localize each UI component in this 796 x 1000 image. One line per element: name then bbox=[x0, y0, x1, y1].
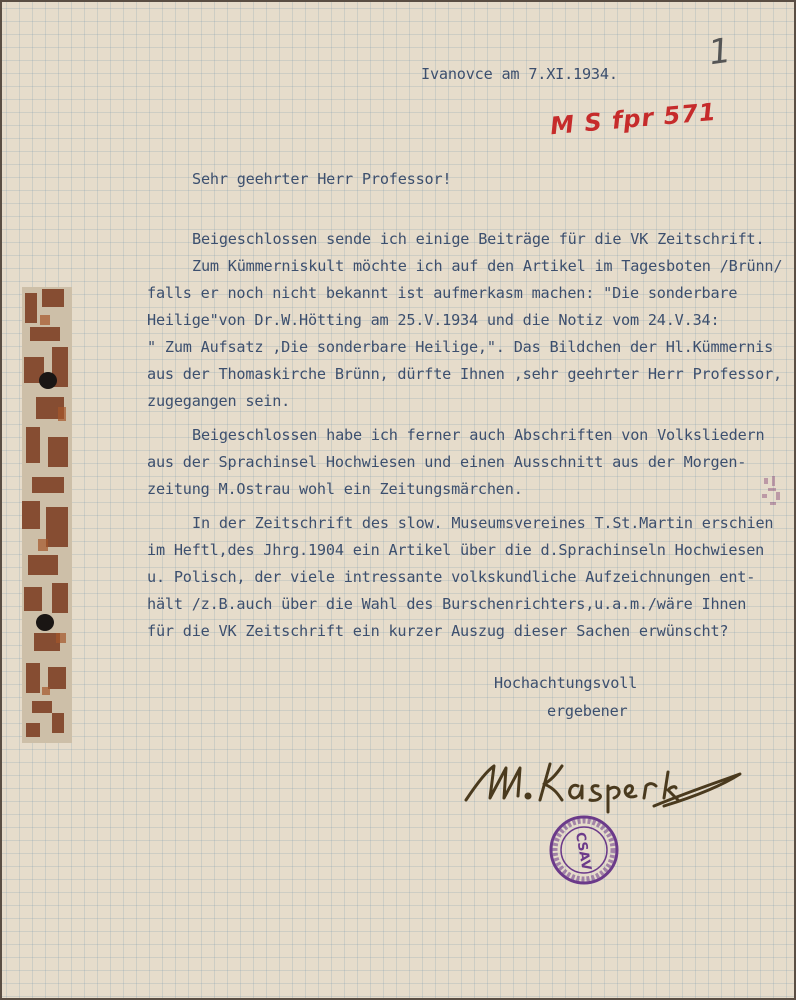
body-line: Zum Kümmerniskult möchte ich auf den Artikel im Tagesboten /Brünn/ bbox=[192, 257, 783, 275]
rusted-binding-strip bbox=[22, 287, 72, 743]
body-line: aus der Thomaskirche Brünn, dürfte Ihnen ,sehr geehrter Herr Professor, bbox=[147, 365, 782, 383]
body-line: Heilige"von Dr.W.Hötting am 25.V.1934 und die Notiz vom 24.V.34: bbox=[147, 311, 720, 329]
closing: Hochachtungsvoll bbox=[494, 674, 638, 692]
salutation: Sehr geehrter Herr Professor! bbox=[192, 170, 452, 188]
body-line: falls er noch nicht bekannt ist aufmerkasm machen: "Die sonderbare bbox=[147, 284, 738, 302]
archive-number: 1 bbox=[706, 30, 734, 74]
body-line: hält /z.B.auch über die Wahl des Burschenrichters,u.a.m./wäre Ihnen bbox=[147, 595, 747, 613]
body-line: Beigeschlossen sende ich einige Beiträge für die VK Zeitschrift. bbox=[192, 230, 765, 248]
body-line: " Zum Aufsatz ,Die sonderbare Heilige,". Das Bildchen der Hl.Kümmernis bbox=[147, 338, 774, 356]
punch-hole bbox=[39, 372, 57, 389]
archive-stamp bbox=[548, 814, 620, 886]
stamp-text: CSAV bbox=[571, 831, 594, 872]
body-line: zeitung M.Ostrau wohl ein Zeitungsmärchen. bbox=[147, 480, 523, 498]
body-line: im Heftl,des Jhrg.1904 ein Artikel über die d.Sprachinseln Hochwiesen bbox=[147, 541, 765, 559]
body-line: In der Zeitschrift des slow. Museumsvereines T.St.Martin erschien bbox=[192, 514, 774, 532]
body-line: für die VK Zeitschrift ein kurzer Auszug dieser Sachen erwünscht? bbox=[147, 622, 729, 640]
body-line: aus der Sprachinsel Hochwiesen und einen Ausschnitt aus der Morgen- bbox=[147, 453, 747, 471]
ink-smudge bbox=[758, 472, 788, 512]
body-line: u. Polisch, der viele intressante volkskundliche Aufzeichnungen ent- bbox=[147, 568, 756, 586]
punch-hole bbox=[36, 614, 54, 631]
shelfmark-annotation: M S fpr 571 bbox=[549, 97, 718, 141]
closing-ergebener: ergebener bbox=[547, 702, 628, 720]
body-line: zugegangen sein. bbox=[147, 392, 291, 410]
date-line: Ivanovce am 7.XI.1934. bbox=[421, 65, 618, 83]
handwritten-signature bbox=[458, 752, 748, 822]
body-line: Beigeschlossen habe ich ferner auch Abschriften von Volksliedern bbox=[192, 426, 765, 444]
